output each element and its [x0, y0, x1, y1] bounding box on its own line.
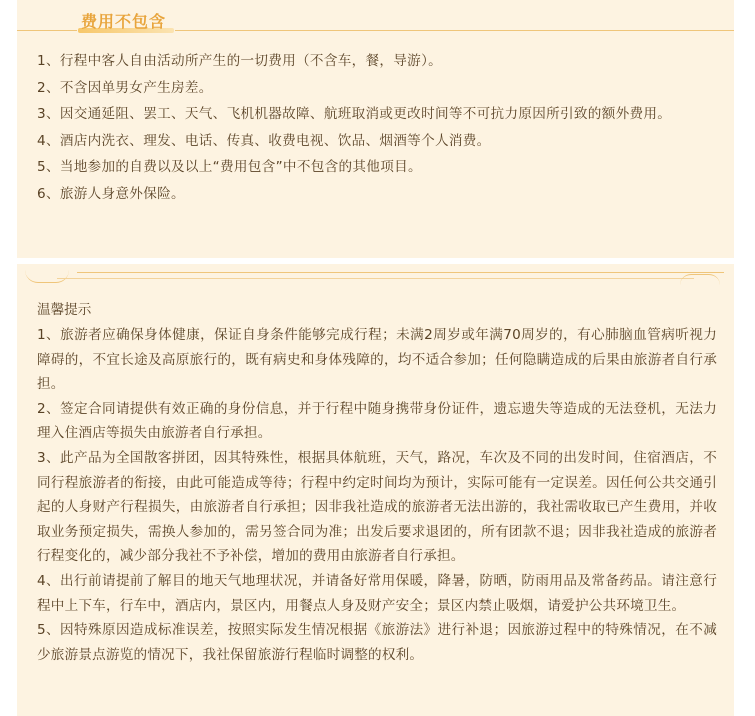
section-title: 费用不包含: [81, 12, 167, 31]
decorative-line: [57, 278, 694, 279]
list-item: 1、行程中客人自由活动所产生的一切费用（不含车，餐，导游）。: [37, 53, 443, 69]
list-item: 3、因交通延阻、罢工、天气、飞机机器故障、航班取消或更改时间等不可抗力原因所引致的额外费用。: [37, 106, 672, 122]
section-title-row: [17, 0, 734, 38]
decorative-line: [77, 272, 724, 273]
list-item: 4、酒店内洗衣、理发、电话、传真、收费电视、饮品、烟酒等个人消费。: [37, 132, 491, 149]
tips-heading: 温馨提示: [37, 302, 92, 318]
decorative-border: [17, 264, 734, 290]
list-item: 5、当地参加的自费以及以上“费用包含”中不包含的其他项目。: [37, 159, 422, 175]
tip-item: 2、签定合同请提供有效正确的身份信息，并于行程中随身携带身份证件，遗忘遗失等造成的无法登机，无法力理入住酒店等损失由旅游者自行承担。: [37, 400, 717, 442]
tip-item: 1、旅游者应确保身体健康，保证自身条件能够完成行程；未满2周岁或年满70周岁的，有心肺脑血管病听视力障碍的，不宜长途及高原旅行的，既有病史和身体残障的，均不适合参加；任何隐瞒造成的后果由旅游者自行承担。: [37, 327, 717, 393]
tip-item: 5、因特殊原因造成标准误差，按照实际发生情况根据《旅游法》进行补退；因旅游过程中的特殊情况，在不减少旅游景点游览的情况下，我社保留旅游行程临时调整的权利。: [37, 622, 717, 663]
decorative-curl-left: [25, 270, 69, 283]
fees-excluded-section: [17, 0, 734, 258]
title-divider-right: [175, 30, 734, 31]
decorative-curl-right: [680, 274, 720, 285]
fees-excluded-list: [37, 48, 717, 207]
tip-item: 4、出行前请提前了解目的地天气地理状况，并请备好常用保暖，降暑，防晒，防雨用品及常备药品。请注意行程中上下车，行车中，酒店内，景区内，用餐点人身及财产安全；景区内禁止吸烟，请爱护公共环境卫生。: [37, 572, 717, 614]
tip-item: 3、此产品为全国散客拼团，因其特殊性，根据具体航班，天气，路况，车次及不同的出发时间，住宿酒店，不同行程旅游者的衔接，由此可能造成等待；行程中约定时间均为预计，实际可能有一定误差。因任何公共交通引起的人身财产行程损失，由旅游者自行承担；因非我社造成的旅游者无法出游的，我社需收取已产生费用，并收取业务预定损失，需换人参加的，需另签合同为准；出发后要求退团的，所有团款不退；因非我社造成的旅游者行程变化的，减少部分我社不予补偿，增加的费用由旅游者自行承担。: [37, 449, 717, 565]
tips-body: [37, 299, 717, 667]
list-item: 2、不含因单男女产生房差。: [37, 79, 213, 96]
travel-tips-section: [17, 264, 734, 716]
title-divider-left: [17, 30, 77, 31]
list-item: 6、旅游人身意外保险。: [37, 185, 185, 202]
